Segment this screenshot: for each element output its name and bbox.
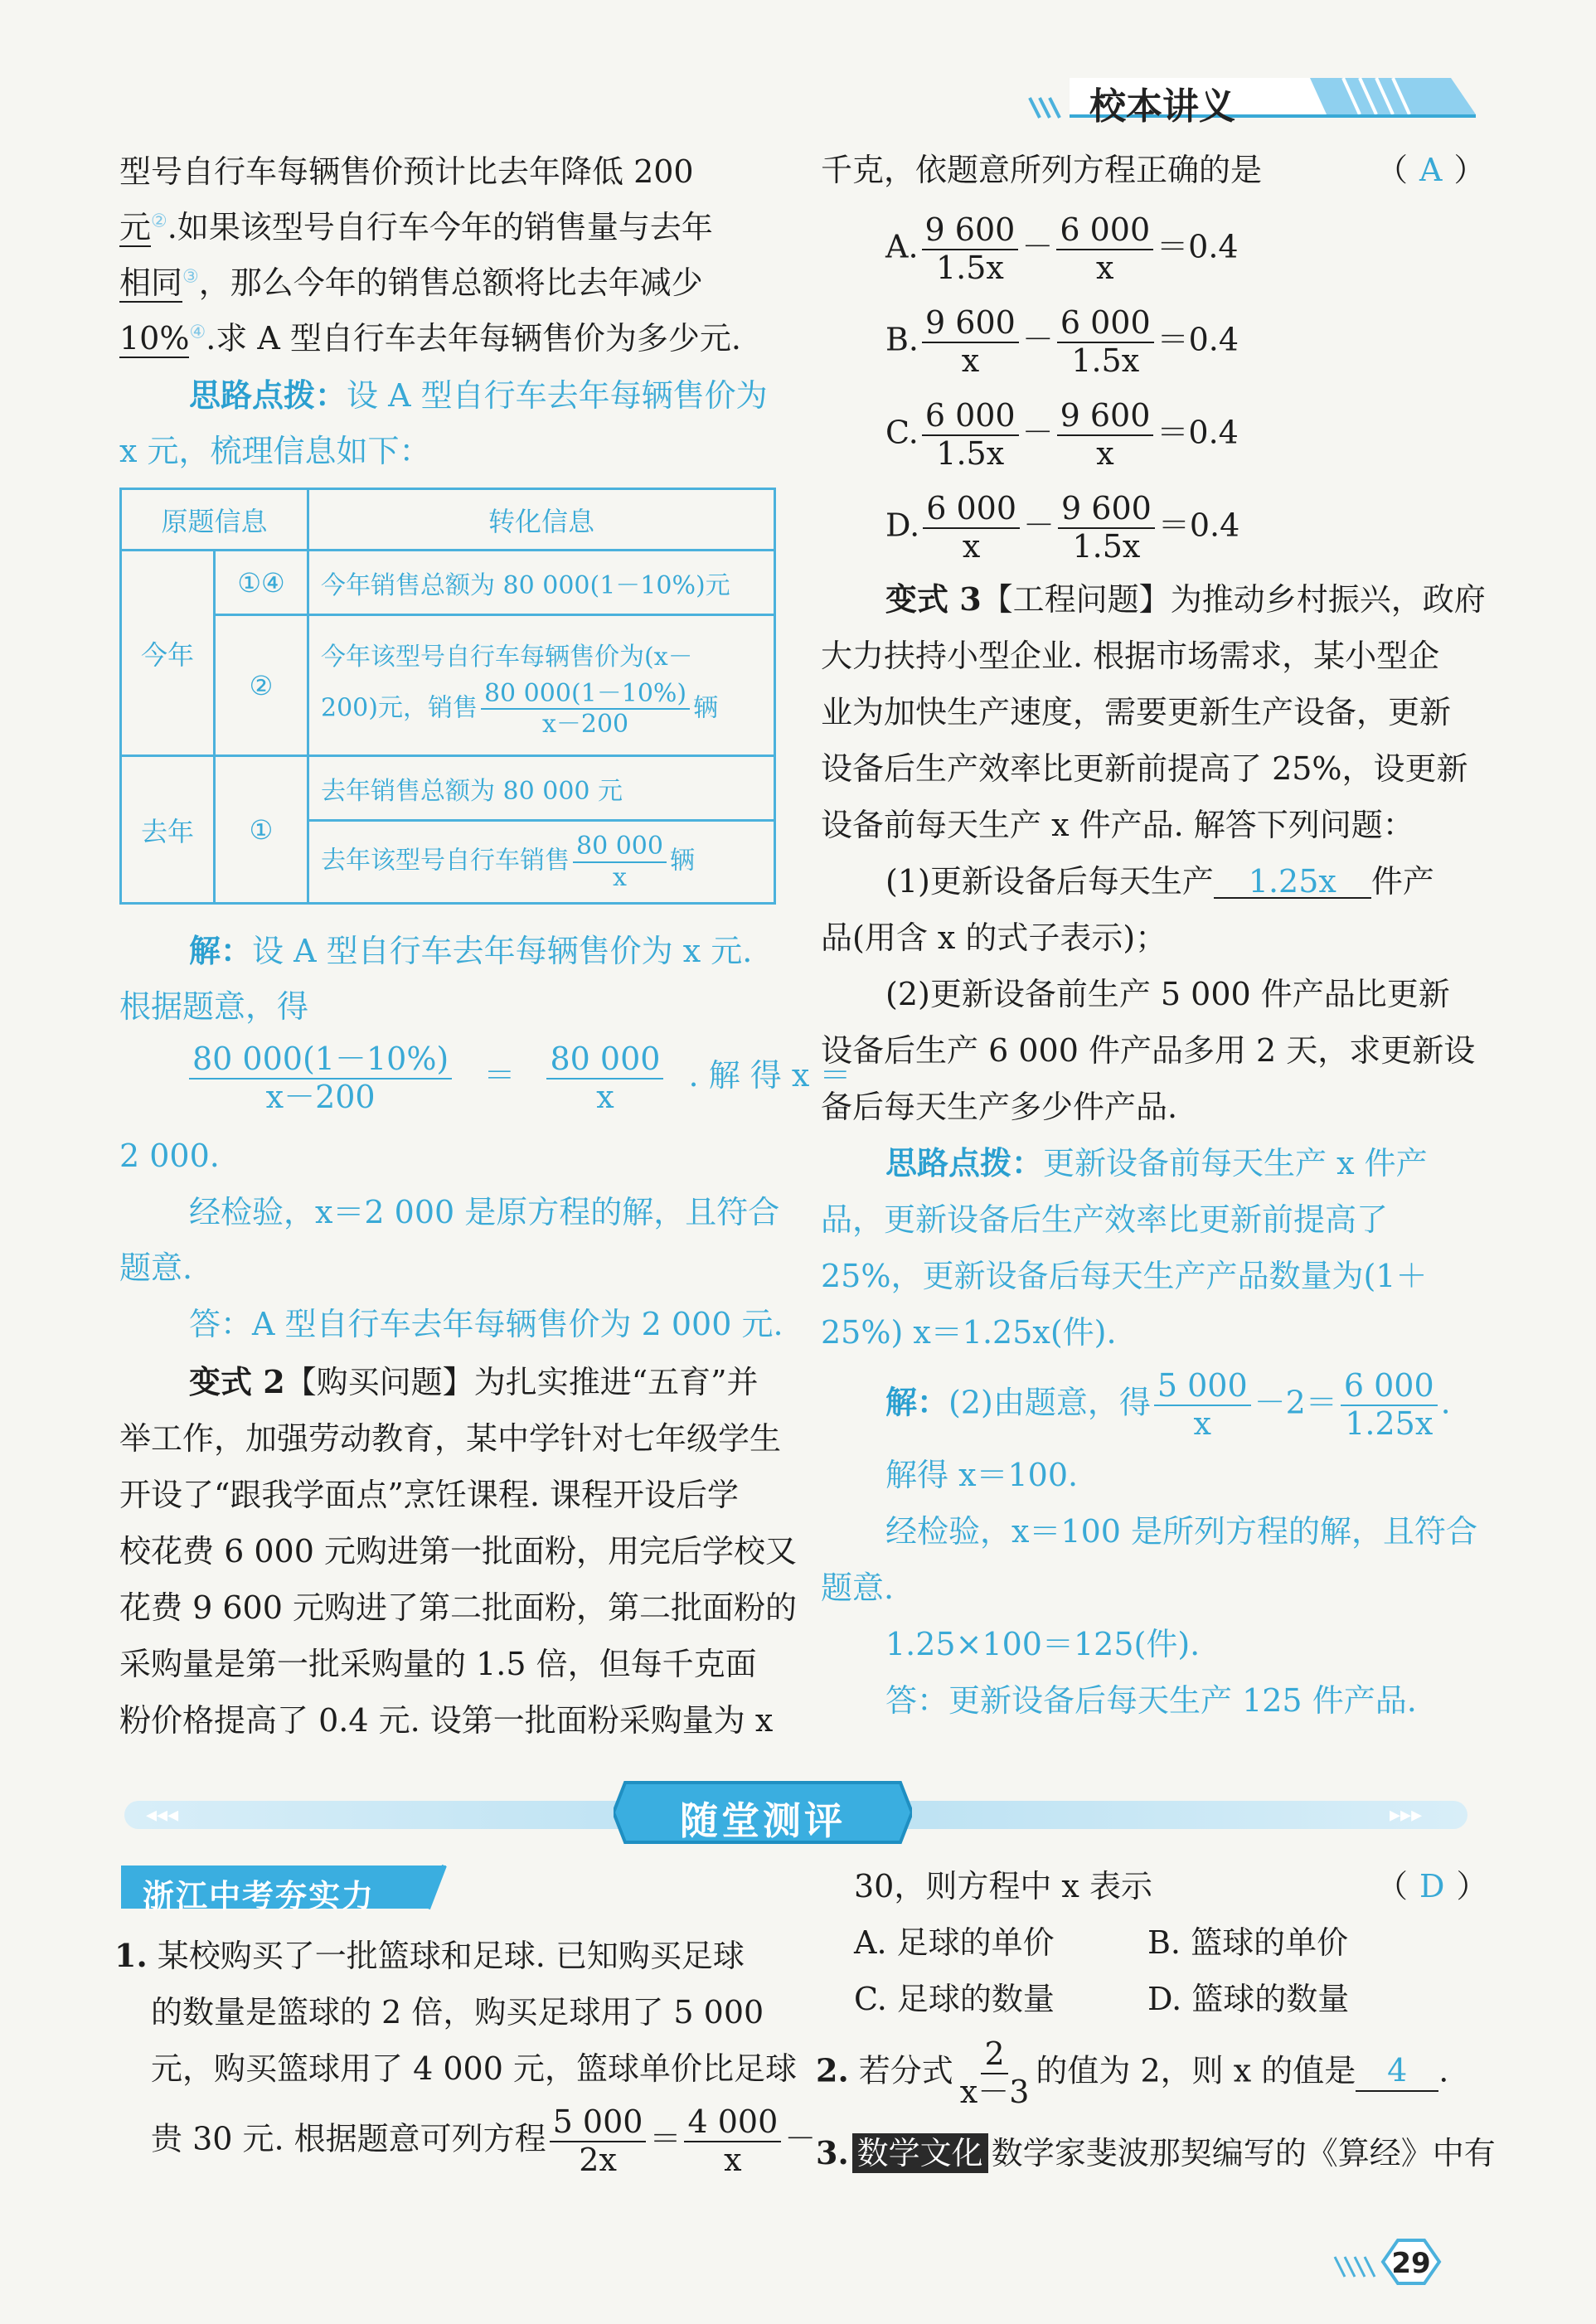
table-text-r3: 去年销售总额为 80 000 元 (308, 756, 775, 821)
table-code-r3: ① (215, 756, 308, 904)
variant2-line-4: 校花费 6 000 元购进第一批面粉，用完后学校又 (119, 1533, 797, 1570)
question-answer-bracket: （ A ） (1376, 152, 1486, 188)
banner-arrows-right: ▸▸▸ (1390, 1802, 1423, 1827)
section-tag (121, 1861, 453, 1914)
marker-4: ④ (189, 322, 206, 343)
r2-frac-den: x－200 (541, 710, 629, 739)
variant3-label: 变式 3 (885, 580, 982, 618)
r4-frac-den: x (613, 862, 627, 892)
table-text-r1: 今年销售总额为 80 000(1－10%)元 (308, 551, 775, 615)
variant3-line-2: 大力扶持小型企业. 根据市场需求，某小型企 (821, 638, 1440, 674)
page-number: 29 (1391, 2247, 1431, 2280)
bq1-option-d: D. 篮球的数量 (1147, 1981, 1350, 2017)
bq1-line-2: 的数量是篮球的 2 倍，购买足球用了 5 000 (151, 1994, 764, 2030)
bq3-tag: 数学文化 (852, 2133, 988, 2173)
bq1-line-1: 1. 某校购买了一批篮球和足球. 已知购买足球 (114, 1937, 745, 1974)
q1-line: (1)更新设备后每天生产 1.25x 件产 (885, 863, 1434, 900)
table-header-converted: 转化信息 (308, 489, 775, 551)
hint2-line-1: 思路点拨：更新设备前每天生产 x 件产 (885, 1144, 1428, 1181)
header-tab (1070, 66, 1476, 126)
intro-line-1: 型号自行车每辆售价预计比去年降低 200 (119, 153, 694, 190)
q1-blank: 1.25x (1214, 866, 1371, 899)
variant3-line-5: 设备前每天生产 x 件产品. 解答下列问题： (821, 807, 1414, 843)
table-text-r2: 今年该型号自行车每辆售价为(x－ 200)元，销售 $\frac{80 000(1-10\%)}{x-200}$ 辆 (308, 615, 775, 756)
answer-line: 答：A 型自行车去年每辆售价为 2 000 元. (189, 1306, 783, 1342)
q2-line-1: (2)更新设备前生产 5 000 件产品比更新 (885, 976, 1450, 1012)
solution-equation: $\frac{80 000(1-10\%)}{x-200}$ ＝ $\frac{80 000}{x}$ . 解 得 x ＝ (186, 1043, 851, 1114)
marker-3: ③ (182, 266, 199, 288)
page-number-box (1378, 2235, 1444, 2288)
bq1-option-b: B. 篮球的单价 (1147, 1924, 1349, 1961)
solution2-line-5: 答：更新设备后每天生产 125 件产品. (885, 1682, 1417, 1719)
variant2-line-7: 粉价格提高了 0.4 元. 设第一批面粉采购量为 x (119, 1702, 774, 1739)
hint-label: 思路点拨： (189, 376, 347, 414)
intro-line-3: 相同③，那么今年的销售总额将比去年减少 (119, 264, 703, 301)
solution2-equation: 解：(2)由题意，得 $\frac{5 000}{x}$ －2＝ $\frac{6 000}{1.25x}$ . (885, 1367, 1451, 1442)
bq1-answer: D (1419, 1868, 1445, 1904)
table-code-r2: ② (215, 615, 308, 756)
bq1-option-c: C. 足球的数量 (854, 1981, 1055, 2017)
r2-frac-num: 80 000(1－10%) (481, 681, 690, 711)
variant3-line-3: 业为加快生产速度，需要更新生产设备，更新 (821, 694, 1452, 730)
q1-line-2: 品(用含 x 的式子表示)； (821, 919, 1167, 956)
marker-2: ② (151, 211, 167, 232)
q2-line-2: 设备后生产 6 000 件产品多用 2 天，求更新设 (821, 1032, 1476, 1069)
table-header-original: 原题信息 (121, 489, 308, 551)
section-tag-text: 浙江中考夯实力 (143, 1878, 376, 1914)
bq1-option-a: A. 足球的单价 (854, 1924, 1055, 1961)
variant2-line-5: 花费 9 600 元购进了第二批面粉，第二批面粉的 (119, 1589, 797, 1626)
hint2-line-3: 25%，更新设备后每天生产产品数量为(1＋ (821, 1258, 1428, 1294)
info-table (119, 488, 776, 905)
page-number-stripes (1332, 2249, 1381, 2282)
bq1-answer-bracket: （ D ） (1376, 1868, 1488, 1904)
intro-line-4: 10%④.求 A 型自行车去年每辆售价为多少元. (119, 320, 741, 357)
bq1-line-4: 贵 30 元. 根据题意可列方程 $\frac{5 000}{2x}$ ＝ $\frac{4 000}{x}$ － (151, 2103, 817, 2178)
variant2-line-3: 开设了“跟我学面点”烹饪课程. 课程开设后学 (119, 1477, 740, 1513)
question-line: 千克，依题意所列方程正确的是 (821, 152, 1263, 188)
variant2-label: 变式 2 (189, 1363, 285, 1400)
bq3-line: 3. 数学文化 数学家斐波那契编写的《算经》中有 (816, 2134, 1496, 2171)
hint-line-2: x 元，梳理信息如下： (119, 433, 431, 469)
banner-title: 随堂测评 (680, 1798, 846, 1843)
bq2-blank: 4 (1356, 2052, 1438, 2092)
solution2-line-3: 题意. (821, 1570, 895, 1606)
table-text-r4: 去年该型号自行车销售 $\frac{80 000}{x}$ 辆 (308, 821, 775, 904)
header-stripes (1028, 90, 1061, 123)
solution-line-1: 解：设 A 型自行车去年每辆售价为 x 元. (189, 932, 753, 969)
bq3-number: 3. (816, 2134, 849, 2171)
bq2-number: 2. (816, 2051, 849, 2089)
option-b: B. $\frac{9 600}{x}$ － $\frac{6 000}{1.5x}$ ＝0.4 (885, 304, 1239, 379)
option-c: C. $\frac{6 000}{1.5x}$ － $\frac{9 600}{x}$ ＝0.4 (885, 397, 1239, 472)
bq2-line: 2. 若分式 $\frac{2}{x-3}$ 的值为 2，则 x 的值是 4 . (816, 2035, 1449, 2110)
q2-line-3: 备后每天生产多少件产品. (821, 1089, 1178, 1125)
check-line-2: 题意. (119, 1249, 193, 1286)
table-cell-last-year: 去年 (121, 756, 215, 904)
table-code-r1: ①④ (215, 551, 308, 615)
option-d: D. $\frac{6 000}{x}$ － $\frac{9 600}{1.5x}$ ＝0.4 (885, 490, 1240, 565)
bq1-line-3: 元，购买篮球用了 4 000 元，篮球单价比足球 (151, 2050, 797, 2087)
variant2-line-2: 举工作，加强劳动教育，某中学针对七年级学生 (119, 1420, 782, 1457)
solution-label: 解： (189, 932, 253, 969)
header-title: 校本讲义 (1089, 85, 1235, 128)
variant2-tag: 【购买问题】 (284, 1364, 474, 1400)
option-a: A. $\frac{9 600}{1.5x}$ － $\frac{6 000}{x}$ ＝0.4 (885, 211, 1239, 286)
r4-frac-num: 80 000 (573, 833, 667, 863)
variant3-tag: 【工程问题】 (981, 581, 1171, 618)
table-cell-this-year: 今年 (121, 551, 215, 756)
solution2-label: 解： (885, 1383, 949, 1421)
question-answer: A (1419, 152, 1443, 188)
solution2-line-1: 解得 x＝100. (885, 1457, 1079, 1493)
variant2-line-6: 采购量是第一批采购量的 1.5 倍，但每千克面 (119, 1646, 757, 1682)
bq1-number: 1. (114, 1937, 148, 1974)
hint2-line-4: 25%) x＝1.25x(件). (821, 1314, 1117, 1351)
solution-line-2: 根据题意，得 (119, 988, 309, 1025)
variant3-line-1: 变式 3【工程问题】为推动乡村振兴，政府 (885, 580, 1486, 618)
solution2-line-2: 经检验，x＝100 是所列方程的解，且符合 (885, 1513, 1478, 1550)
check-line-1: 经检验，x＝2 000 是原方程的解，且符合 (189, 1194, 780, 1230)
intro-line-2: 元②.如果该型号自行车今年的销售量与去年 (119, 209, 713, 245)
hint-line-1: 思路点拨：设 A 型自行车去年每辆售价为 (189, 376, 768, 414)
variant3-line-4: 设备后生产效率比更新前提高了 25%，设更新 (821, 750, 1468, 787)
banner-title-box (614, 1779, 912, 1846)
bq1-continuation: 30，则方程中 x 表示 (854, 1868, 1152, 1904)
banner-arrows-left: ◂◂◂ (146, 1802, 179, 1827)
hint2-label: 思路点拨： (885, 1144, 1044, 1181)
solution2-line-4: 1.25×100＝125(件). (885, 1626, 1201, 1662)
variant2-line-1: 变式 2【购买问题】为扎实推进“五育”并 (189, 1363, 759, 1400)
hint2-line-2: 品，更新设备后生产效率比更新前提高了 (821, 1201, 1389, 1238)
solution-result: 2 000. (119, 1138, 220, 1174)
